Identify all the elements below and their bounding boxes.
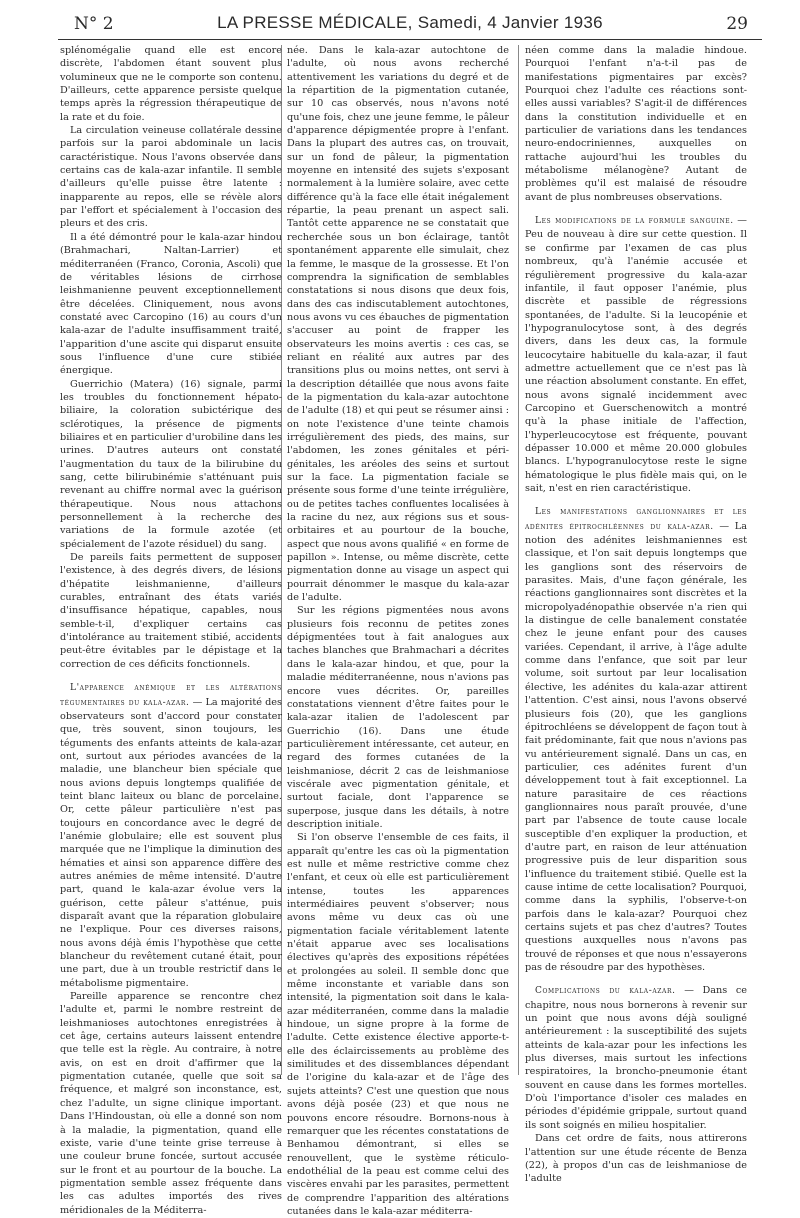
paragraph: Dans cet ordre de faits, nous attirerons l'attention sur une étude récente de Benza (22), à propos d'un cas de leishmaniose de l'adulte <box>525 1133 747 1185</box>
column-2 <box>287 44 509 1217</box>
section-paragraph <box>60 681 282 990</box>
section-heading: Les manifestations ganglionnaires et les adénites épitrochléennes du kala-azar. <box>525 507 747 532</box>
issue-number: N° 2 <box>74 14 114 34</box>
paragraph: La circulation veineuse collatérale dessine parfois sur la paroi abdominale un lacis caractéristique. Nous l'avons observée dans certains cas de kala-azar infantile. Il semble d'ailleurs qu'elle puisse être latente : inapparente au repos, elle se révèle alors par l'effort et spécialement à l'occasion des pleurs et des cris. <box>60 125 282 230</box>
paragraph-text: — Dans ce chapitre, nous nous bornerons à revenir sur un point que nous avons déjà souligné antérieurement : la susceptibilité des sujets atteints de kala-azar pour les infections les plus diverses, mais surtout les infections respiratoires, la broncho-pneumonie étant souvent en cause dans les formes mortelles. D'où l'importance d'isoler ces malades en périodes d'épidémie grippale, surtout quand ils sont soignés en milieu hospitalier. <box>525 985 747 1131</box>
paragraph: Il a été démontré pour le kala-azar hindou (Brahmachari, Naltan-Larrier) et méditerranéen (Franco, Coronia, Ascoli) que de véritables lésions de cirrhose leishmanienne peuvent exceptionnellement être décelées. Cliniquement, nous avons constaté avec Carcopino (16) au cours d'un kala-azar de l'adulte insuffisamment traité, l'apparition d'une ascite qui disparut ensuite sous l'influence d'une cure stibiée énergique. <box>60 231 282 377</box>
section-paragraph <box>525 984 747 1132</box>
paragraph-text: — Peu de nouveau à dire sur cette question. Il se confirme par l'examen de cas plus nombreux, qu'à l'anémie accusée et régulièrement progressive du kala-azar infantile, il faut opposer l'anémie, plus discrète et passible de régressions spontanées, de l'adulte. Si la leucopénie et l'hypogranulocytose sont, à des degrés divers, dans les deux cas, la formule leucocytaire habituelle du kala-azar, il faut admettre actuellement que ce n'est pas là une réaction absolument constante. En effet, nous avons signalé incidemment avec Carcopino et Guerschenowitch a montré qu'à la phase initiale de l'affection, l'hyperleucocytose est fréquente, pouvant dépasser 10.000 et même 20.000 globules blancs. L'hypogranulocytose reste le signe hématologique le plus fidèle mais qui, on le sait, n'est en rien caractéristique. <box>525 215 747 494</box>
section-heading: Les modifications de la formule sanguine. <box>535 216 734 227</box>
header-rule <box>58 39 762 40</box>
paragraph: Si l'on observe l'ensemble de ces faits, il apparaît qu'entre les cas où la pigmentation est nulle et même restrictive comme chez l'enfant, et ceux où elle est particulièrement intense, toutes les apparences intermédiaires peuvent s'observer; nous avons même vu deux cas où une pigmentation faciale véritablement latente n'était apparue avec ses localisations électives qu'après des expositions répétées et prolongées au soleil. Il semble donc que même inconstante et variable dans son intensité, la pigmentation soit dans le kala-azar méditerranéen, comme dans la maladie hindoue, un signe propre à la forme de l'adulte. Cette existence élective apporte-t-elle des éclaircissements au problème des similitudes et des dissemblances dépendant de l'origine du kala-azar et de l'âge des sujets atteints? C'est une question que nous avons déjà posée (23) et que nous ne pouvons encore résoudre. Bornons-nous à remarquer que les récentes constatations de Benhamou démontrant, si elles se renouvellent, que le système réticulo-endothélial de la peau est comme celui des viscères envahi par les parasites, permettent de comprendre l'apparition des altérations cutanées dans le kala-azar méditerra- <box>287 832 509 1217</box>
section-paragraph <box>525 214 747 495</box>
paragraph: Sur les régions pigmentées nous avons plusieurs fois reconnu de petites zones dépigmentées tout à fait analogues aux taches blanches que Brahmachari a décrites dans le kala-azar hindou, et que, pour la maladie méditerranéenne, nous n'avions pas encore vues décrites. Or, pareilles constatations viennent d'être faites pour le kala-azar italien de l'adolescent par Guerrichio (16). Dans une étude particulièrement intéressante, cet auteur, en regard des formes cutanées de la leishmaniose, décrit 2 cas de leishmaniose viscérale avec pigmentation génitale, et surtout faciale, dont l'apparence se superpose, jusque dans les détails, à notre description initiale. <box>287 605 509 830</box>
section-heading: L'apparence anémique et les altérations tégumentaires du kala-azar. <box>60 683 282 708</box>
paragraph: néen comme dans la maladie hindoue. Pourquoi l'enfant n'a-t-il pas de manifestations pigmentaires par excès? Pourquoi chez l'adulte ces réactions sont-elles aussi variables? S'agit-il de différences dans la constitution individuelle et en particulier de variations dans les tendances neuro-endocriniennes, auxquelles on rattache aujourd'hui les troubles du métabolisme mélanogène? Autant de problèmes qu'il est malaisé de résoudre avant de plus nombreuses observations. <box>525 45 747 203</box>
page-number: 29 <box>726 14 748 34</box>
section-paragraph <box>525 505 747 974</box>
column-1 <box>60 44 282 1216</box>
paragraph-text: — La notion des adénites leishmaniennes est classique, et l'on sait depuis longtemps que les ganglions sont des réservoirs de parasites. Mais, d'une façon générale, les réactions ganglionnaires sont discrètes et la micropolyadénopathie observée n'a rien qui la distingue de celle banalement constatée chez le jeune enfant pour des causes variées. Cependant, il arrive, à l'âge adulte comme dans l'enfance, que soit par leur volume, soit surtout par leur localisation élective, les adénites du kala-azar attirent l'attention. C'est ainsi, nous l'avons observé plusieurs fois (20), que les ganglions épitrochléens se développent de façon tout à fait prédominante, fait que nous n'avions pas vu antérieurement signalé. Dans un cas, en particulier, ces adénites furent d'un développement tout à fait exceptionnel. La nature parasitaire de ces réactions ganglionnaires nous paraît prouvée, d'une part par l'absence de toute cause locale susceptible d'en expliquer la production, et d'autre part, en raison de leur atténuation progressive puis de leur disparition sous l'influence du traitement stibié. Quelle est la cause intime de cette localisation? Pourquoi, comme dans la syphilis, l'observe-t-on parfois dans le kala-azar? Pourquoi chez certains sujets et pas chez d'autres? Toutes questions auxquelles nous n'avons pas trouvé de réponses et que nous n'essayerons pas de résoudre par des hypothèses. <box>525 520 747 974</box>
page-header <box>58 0 762 34</box>
column-3 <box>525 44 747 1185</box>
paragraph: Guerrichio (Matera) (16) signale, parmi les troubles du fonctionnement hépato-biliaire, la coloration subictérique des sclérotiques, la présence de pigments biliaires et en particulier d'urobiline dans les urines. D'autres auteurs ont constaté l'augmentation du taux de la bilirubine du sang, cette bilirubinémie s'atténuant puis revenant au chiffre normal avec la guérison thérapeutique. Nous nous attachons personnellement à la recherche des variations de la formule azotée (et spécialement de l'azote résiduel) du sang. <box>60 378 282 550</box>
paragraph-text: — La majorité des observateurs sont d'accord pour constater que, très souvent, sinon toujours, les téguments des enfants atteints de kala-azar ont, surtout aux périodes avancées de la maladie, une blancheur bien spéciale que nous avions depuis longtemps qualifiée de teint blanc laiteux ou blanc de porcelaine. Or, cette pâleur particulière n'est pas toujours en concordance avec le degré de l'anémie globulaire; elle est souvent plus marquée que ne l'implique la diminution des hématies et ainsi son apparence diffère des autres anémies de même intensité. D'autre part, quand le kala-azar évolue vers la guérison, cette pâleur s'atténue, puis disparaît avant que la réparation globulaire ne l'explique. Pour ces diverses raisons, nous avons déjà émis l'hypothèse que cette blancheur du revêtement cutané était, pour une part, due à un trouble restrictif dans le métabolisme pigmentaire. <box>60 696 282 989</box>
journal-title: LA PRESSE MÉDICALE, Samedi, 4 Janvier 1936 <box>217 13 603 32</box>
paragraph: splénomégalie quand elle est encore discrète, l'abdomen étant souvent plus volumineux que ne le comporte son contenu. D'ailleurs, cette apparence persiste quelque temps après la régression thérapeutique de la rate et du foie. <box>60 45 282 123</box>
paragraph: Pareille apparence se rencontre chez l'adulte et, parmi le nombre restreint de leishmanioses autochtones enregistrées à cet âge, certains auteurs laissent entendre que telle est la règle. Au contraire, à notre avis, on est en droit d'affirmer que la pigmentation cutanée, quelle que soit sa fréquence, et malgré son inconstance, est, chez l'adulte, un signe clinique important. Dans l'Hindoustan, où elle a donné son nom à la maladie, la pigmentation, quand elle existe, varie d'une teinte grise terreuse à une couleur brune foncée, surtout accusée sur le front et au pourtour de la bouche. La pigmentation semble assez fréquente dans les cas adultes importés des rives méridionales de la Méditerra- <box>60 991 282 1216</box>
paragraph: née. Dans le kala-azar autochtone de l'adulte, où nous avons recherché attentivement les variations du degré et de la répartition de la pigmentation cutanée, sur 10 cas observés, nous n'avons noté qu'une fois, chez une jeune femme, le pâleur d'apparence dépigmentée propre à l'enfant. Dans la plupart des autres cas, on trouvait, sur un fond de pâleur, la pigmentation moyenne en intensité des sujets s'exposant normalement à la lumière solaire, avec cette différence qu'à la face elle était inégalement répartie, la peau prenant un aspect sali. Tantôt cette apparence ne se constatait que recherchée sous un bon éclairage, tantôt spontanément apparente elle simulait, chez la femme, le masque de la grossesse. Et l'on comprendra la signification de semblables constatations si nous disons que deux fois, dans des cas indiscutablement autochtones, nous avons vu ces ébauches de pigmentation s'accuser au point de frapper les observateurs les moins avertis : ces cas, se reliant en réalité aux autres par des transitions plus ou moins nettes, ont servi à la description détaillée que nous avons faite de la pigmentation du kala-azar autochtone de l'adulte (18) et qui peut se résumer ainsi : on note l'existence d'une teinte chamois irrégulièrement des pieds, des mains, sur l'abdomen, les zones génitales et péri-génitales, les aréoles des seins et surtout sur la face. La pigmentation faciale se présente sous forme d'une teinte irrégulière, ou de petites taches confluentes localisées à la racine du nez, aux régions sus et sous-orbitaires et au pourtour de la bouche, aspect que nous avons qualifié « en forme de papillon ». Intense, ou même discrète, cette pigmentation donne au visage un aspect qui pourrait dénommer le masque du kala-azar de l'adulte. <box>287 45 509 604</box>
section-heading: Complications du kala-azar. <box>535 986 676 997</box>
column-separator-2 <box>518 45 519 1075</box>
paragraph: De pareils faits permettent de supposer l'existence, à des degrés divers, de lésions d'hépatite leishmanienne, d'ailleurs curables, entraînant des états variés d'insuffisance hépatique, capables, nous semble-t-il, d'expliquer certains cas d'intolérance au traitement stibié, accidents peut-être évitables par le dépistage et la correction de ces déficits fonctionnels. <box>60 552 282 670</box>
